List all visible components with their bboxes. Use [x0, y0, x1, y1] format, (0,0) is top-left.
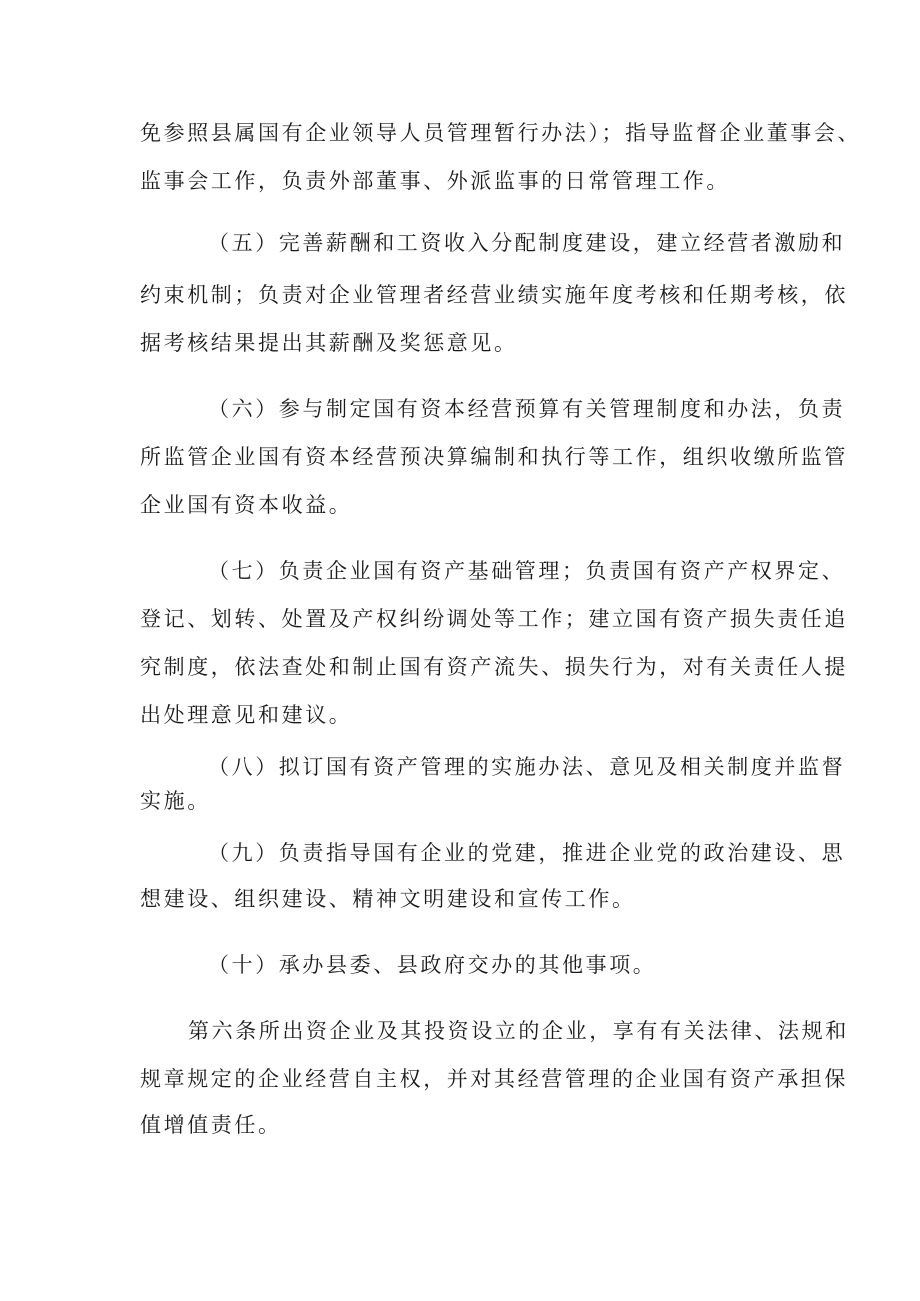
paragraph-line: 免参照县属国有企业领导人员管理暂行办法）；指导监督企业董事会、 [140, 121, 862, 145]
item-5-line: 约束机制；负责对企业管理者经营业绩实施年度考核和任期考核，依 [140, 283, 848, 307]
item-5-line: （五）完善薪酬和工资收入分配制度建设，建立经营者激励和 [208, 231, 846, 255]
item-8-line: （八）拟订国有资产管理的实施办法、意见及相关制度并监督 [208, 755, 846, 779]
item-8-line: 实施。 [140, 789, 211, 813]
item-7-line: （七）负责企业国有资产基础管理；负责国有资产产权界定、 [208, 559, 846, 583]
paragraph-line: 监事会工作，负责外部董事、外派监事的日常管理工作。 [140, 169, 730, 193]
item-7-line: 究制度，依法查处和制止国有资产流失、损失行为，对有关责任人提 [140, 655, 848, 679]
item-5-line: 据考核结果提出其薪酬及奖惩意见。 [140, 331, 518, 355]
item-7-line: 出处理意见和建议。 [140, 703, 353, 727]
item-6-line: 所监管企业国有资本经营预决算编制和执行等工作，组织收缴所监管 [140, 445, 848, 469]
item-10-line: （十）承办县委、县政府交办的其他事项。 [208, 953, 657, 977]
item-9-line: （九）负责指导国有企业的党建，推进企业党的政治建设、思 [208, 841, 846, 865]
article-6-line: 值增值责任。 [140, 1113, 282, 1137]
item-6-line: （六）参与制定国有资本经营预算有关管理制度和办法，负责 [208, 397, 846, 421]
item-9-line: 想建设、组织建设、精神文明建设和宣传工作。 [140, 887, 636, 911]
article-6-line: 规章规定的企业经营自主权，并对其经营管理的企业国有资产承担保 [140, 1067, 848, 1091]
article-6-line: 第六条所出资企业及其投资设立的企业，享有有关法律、法规和 [188, 1019, 849, 1043]
item-7-line: 登记、划转、处置及产权纠纷调处等工作；建立国有资产损失责任追 [140, 607, 848, 631]
item-6-line: 企业国有资本收益。 [140, 493, 353, 517]
